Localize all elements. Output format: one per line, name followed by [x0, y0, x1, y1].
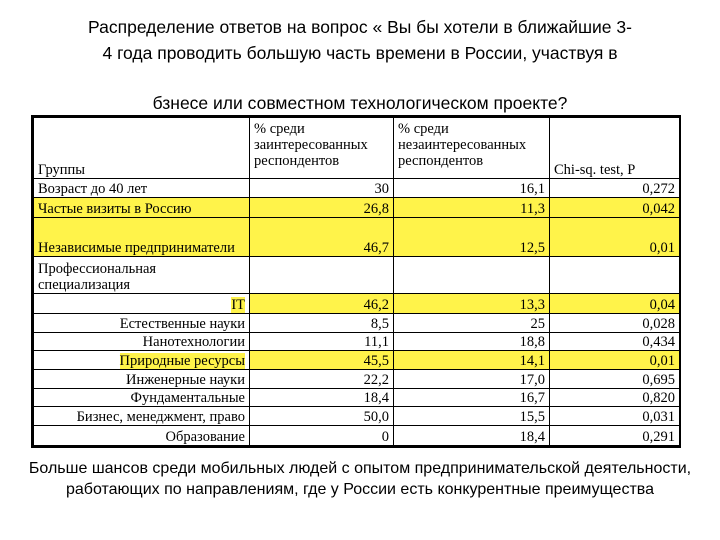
table-row — [34, 256, 680, 293]
row-group: Нанотехнологии — [34, 332, 250, 350]
row-interested: 46,2 — [250, 293, 394, 313]
row-interested — [250, 256, 394, 293]
row-p: 0,434 — [550, 332, 680, 350]
header-chisq: Chi-sq. test, P — [550, 118, 680, 179]
row-group: Независимые предприниматели — [34, 218, 250, 257]
row-p: 0,031 — [550, 407, 680, 425]
results-table — [31, 115, 681, 448]
row-interested: 45,5 — [250, 350, 394, 369]
row-uninterested: 13,3 — [394, 293, 550, 313]
conclusion-text: Больше шансов среди мобильных людей с опытом предпринимательской деятельности, работающих по направлениям, где у России есть конкурентные преимущества — [28, 460, 692, 498]
table-row — [34, 218, 680, 257]
row-uninterested: 18,4 — [394, 425, 550, 446]
row-uninterested: 11,3 — [394, 197, 550, 217]
title-line-1: Распределение ответов на вопрос « Вы бы хотели в ближайшие 3- — [88, 17, 632, 37]
row-p: 0,028 — [550, 314, 680, 332]
row-group: Частые визиты в Россию — [34, 197, 250, 217]
row-uninterested: 25 — [394, 314, 550, 332]
row-interested: 46,7 — [250, 218, 394, 257]
row-interested: 11,1 — [250, 332, 394, 350]
row-p: 0,01 — [550, 218, 680, 257]
row-uninterested: 15,5 — [394, 407, 550, 425]
row-interested: 8,5 — [250, 314, 394, 332]
row-group: Естественные науки — [34, 314, 250, 332]
row-p: 0,272 — [550, 179, 680, 197]
table-row — [34, 293, 680, 313]
row-uninterested: 12,5 — [394, 218, 550, 257]
title-line-3: бзнесе или совместном технологическом проекте? — [152, 93, 568, 113]
header-uninterested: % среди незаинтересованных респондентов — [394, 118, 550, 179]
row-uninterested: 16,7 — [394, 388, 550, 406]
row-p: 0,01 — [550, 350, 680, 369]
row-group: Бизнес, менеджмент, право — [34, 407, 250, 425]
row-p: 0,695 — [550, 370, 680, 388]
table-row — [34, 350, 680, 369]
row-uninterested — [394, 256, 550, 293]
table-row — [34, 332, 680, 350]
row-group — [34, 293, 250, 313]
row-p: 0,04 — [550, 293, 680, 313]
header-groups: Группы — [34, 118, 250, 179]
row-group: Инженерные науки — [34, 370, 250, 388]
row-uninterested: 18,8 — [394, 332, 550, 350]
row-group — [34, 350, 250, 369]
table-row — [34, 197, 680, 217]
table-row — [34, 179, 680, 197]
row-p: 0,042 — [550, 197, 680, 217]
table-row — [34, 425, 680, 446]
row-group: Образование — [34, 425, 250, 446]
row-uninterested: 17,0 — [394, 370, 550, 388]
row-interested: 22,2 — [250, 370, 394, 388]
table-row — [34, 407, 680, 425]
row-p: 0,291 — [550, 425, 680, 446]
row-group: Профессиональная специализация — [34, 256, 250, 293]
table-row — [34, 370, 680, 388]
row-interested: 50,0 — [250, 407, 394, 425]
table-header-row — [34, 118, 680, 179]
row-uninterested: 16,1 — [394, 179, 550, 197]
header-interested: % среди заинтересованных респондентов — [250, 118, 394, 179]
title-line-2: 4 года проводить большую часть времени в России, участвуя в — [102, 43, 618, 63]
row-group-text: Природные ресурсы — [119, 353, 245, 370]
row-interested: 18,4 — [250, 388, 394, 406]
row-p: 0,820 — [550, 388, 680, 406]
row-group-text: IT — [231, 297, 245, 314]
table-row — [34, 388, 680, 406]
row-interested: 26,8 — [250, 197, 394, 217]
row-group: Возраст до 40 лет — [34, 179, 250, 197]
slide-title — [20, 14, 700, 116]
row-interested: 30 — [250, 179, 394, 197]
table-row — [34, 314, 680, 332]
row-uninterested: 14,1 — [394, 350, 550, 369]
row-p — [550, 256, 680, 293]
row-interested: 0 — [250, 425, 394, 446]
row-group: Фундаментальные — [34, 388, 250, 406]
